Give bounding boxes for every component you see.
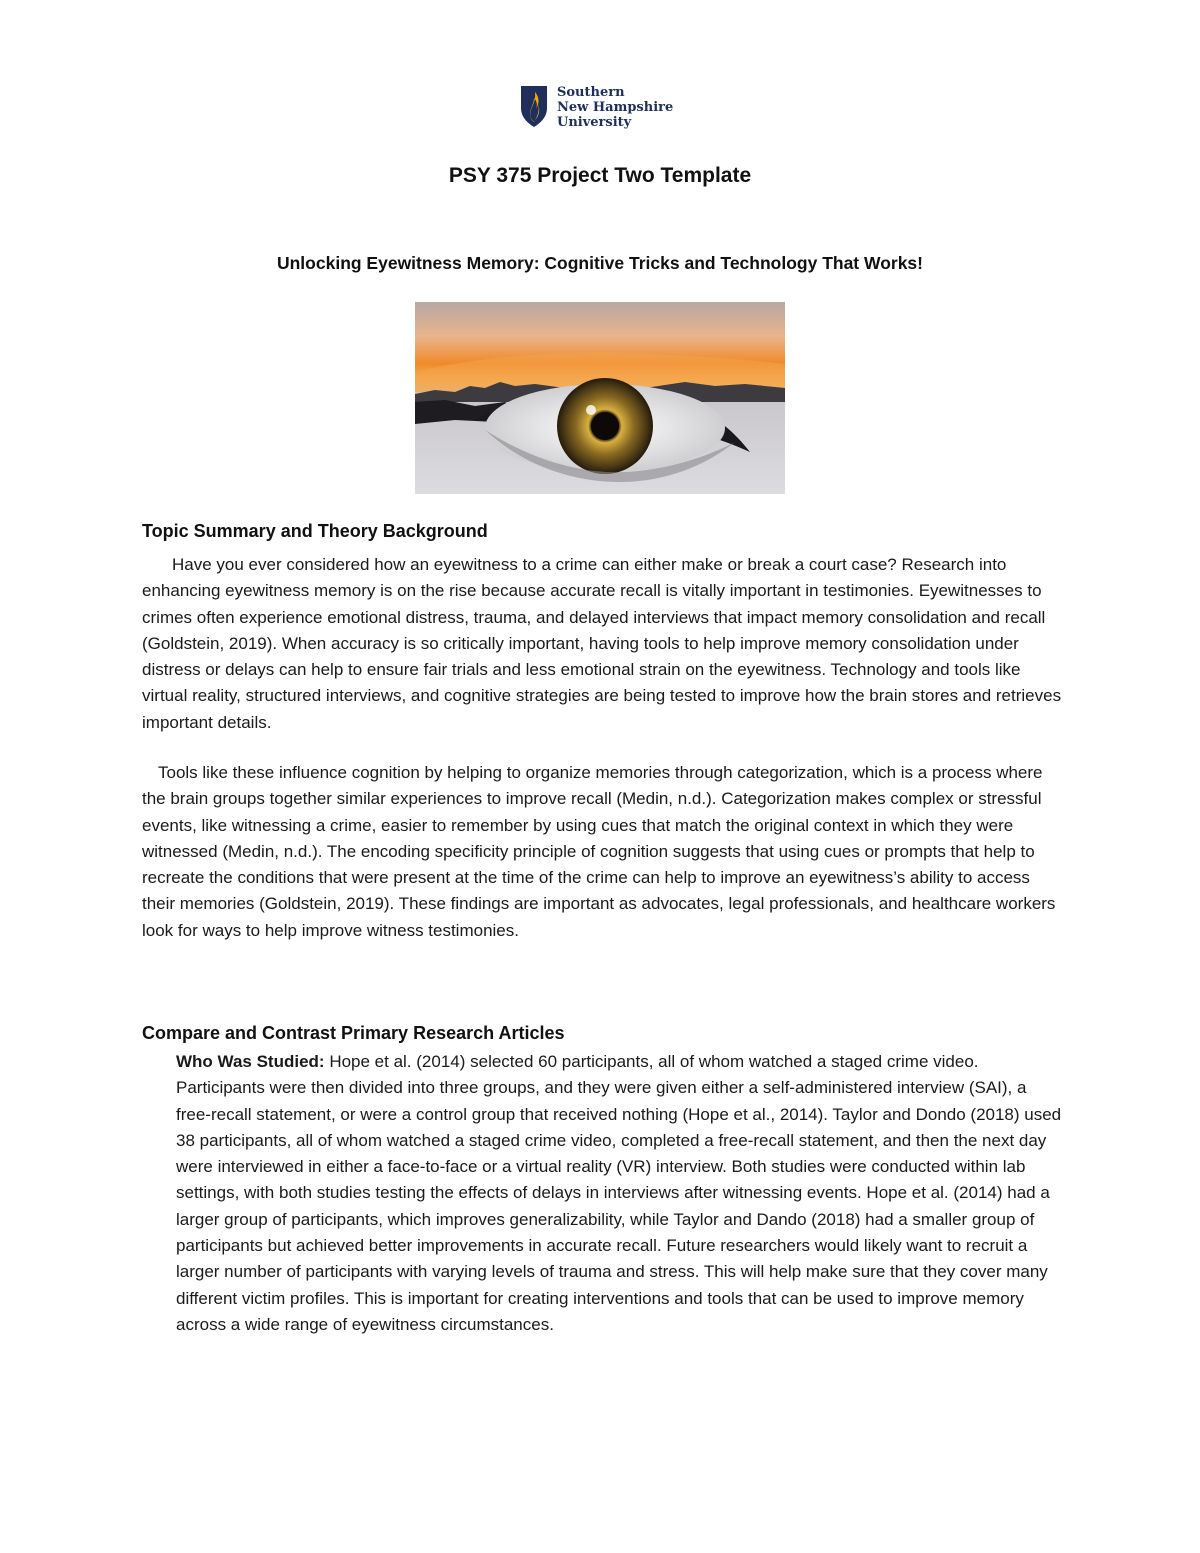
shield-flame-icon	[519, 84, 549, 128]
logo-line-2: New Hampshire	[557, 100, 674, 115]
university-logo	[519, 84, 673, 130]
document-subtitle: Unlocking Eyewitness Memory: Cognitive Tricks and Technology That Works!	[276, 253, 923, 273]
logo-line-1: Southern	[557, 85, 625, 100]
who-was-studied-text: Hope et al. (2014) selected 60 participants, all of whom watched a staged crime video. Participants were then divided into three groups, and they were given either a self-administered interview (SAI), a free-recall statement, or were a control group that received nothing (Hope et al., 2014). Taylor and Dondo (2018) used 38 participants, all of whom watched a staged crime video, completed a free-recall statement, and then the next day were interviewed in either a face-to-face or a virtual reality (VR) interview. Both studies were conducted within lab settings, with both studies testing the effects of delays in interviews after witnessing events. Hope et al. (2014) had a larger group of participants, which improves generalizability, while Taylor and Dando (2018) had a smaller group of participants but achieved better improvements in accurate recall. Future researchers would likely want to recruit a larger number of participants with varying levels of trauma and stress. This will help make sure that they cover many different victim profiles. This is important for creating interventions and tools that can be used to improve memory across a wide range of eyewitness circumstances.	[176, 1052, 1062, 1334]
eye-image	[415, 302, 785, 494]
logo-text	[557, 85, 673, 130]
logo-line-3: University	[557, 115, 632, 130]
topic-paragraph-2: Tools like these influence cognition by helping to organize memories through categorization, which is a process where the brain groups together similar experiences to improve recall (Medin, n.d.). Categorization makes complex or stressful events, like witnessing a crime, easier to remember by using cues that match the original context in which they were witnessed (Medin, n.d.). The encoding specificity principle of cognition suggests that using cues or prompts that help to recreate the conditions that were present at the time of the crime can help to improve an eyewitness’s ability to access their memories (Goldstein, 2019). These findings are important as advocates, legal professionals, and healthcare workers look for ways to help improve witness testimonies.	[142, 763, 1056, 940]
document-title: PSY 375 Project Two Template	[448, 164, 752, 187]
who-was-studied-label: Who Was Studied:	[176, 1052, 325, 1071]
topic-paragraph-1: Have you ever considered how an eyewitness to a crime can either make or break a court case? Research into enhancing eyewitness memory is on the rise because accurate recall is vitally important in testimonies. Eyewitnesses to crimes often experience emotional distress, trauma, and delayed interviews that impact memory consolidation and recall (Goldstein, 2019). When accuracy is so critically important, having tools to help improve memory consolidation under distress or delays can help to ensure fair trials and less emotional strain on the eyewitness. Technology and tools like virtual reality, structured interviews, and cognitive strategies are being tested to improve how the brain stores and retrieves important details.	[142, 555, 1062, 732]
who-was-studied-paragraph	[176, 1049, 1062, 1338]
topic-summary-heading: Topic Summary and Theory Background	[142, 521, 488, 541]
compare-contrast-heading: Compare and Contrast Primary Research Articles	[142, 1023, 565, 1043]
